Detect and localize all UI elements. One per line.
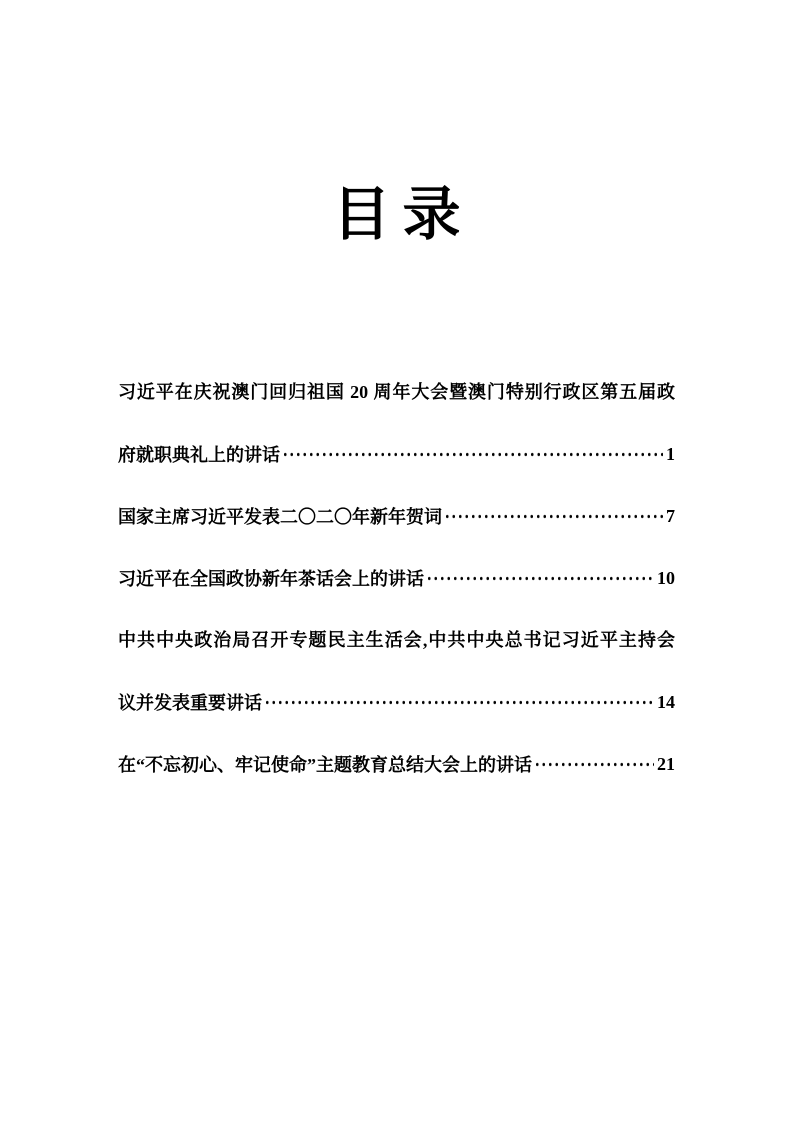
dot-leader xyxy=(426,547,654,609)
toc-page-number: 7 xyxy=(666,505,675,526)
toc-entry-5 xyxy=(118,733,675,795)
toc-entry-4-line-2 xyxy=(118,671,675,733)
toc-entry-title: 国家主席习近平发表二〇二〇年新年贺词 xyxy=(118,507,442,527)
table-of-contents xyxy=(118,361,675,795)
toc-entry-title: 府就职典礼上的讲话 xyxy=(118,445,280,465)
toc-entry-4-line-1: 中共中央政治局召开专题民主生活会,中共中央总书记习近平主持会 xyxy=(118,630,675,650)
toc-entry-title: 议并发表重要讲话 xyxy=(118,693,262,713)
dot-leader xyxy=(264,671,654,733)
toc-entry-3 xyxy=(118,547,675,609)
dot-leader xyxy=(534,733,654,795)
dot-leader xyxy=(444,485,663,547)
toc-entry-2 xyxy=(118,485,675,547)
toc-entry-1-line-1: 习近平在庆祝澳门回归祖国 20 周年大会暨澳门特别行政区第五届政 xyxy=(118,382,675,402)
page-title: 目录 xyxy=(332,182,473,247)
dot-leader xyxy=(282,423,663,485)
toc-page-number: 14 xyxy=(657,691,675,712)
toc-entry-title: 习近平在全国政协新年茶话会上的讲话 xyxy=(118,569,424,589)
toc-entry-title: 在“不忘初心、牢记使命”主题教育总结大会上的讲话 xyxy=(118,755,532,775)
toc-entry-1-line-2 xyxy=(118,423,675,485)
toc-page-number: 1 xyxy=(666,443,675,464)
toc-page-number: 10 xyxy=(657,567,675,588)
toc-page-number: 21 xyxy=(657,753,675,774)
